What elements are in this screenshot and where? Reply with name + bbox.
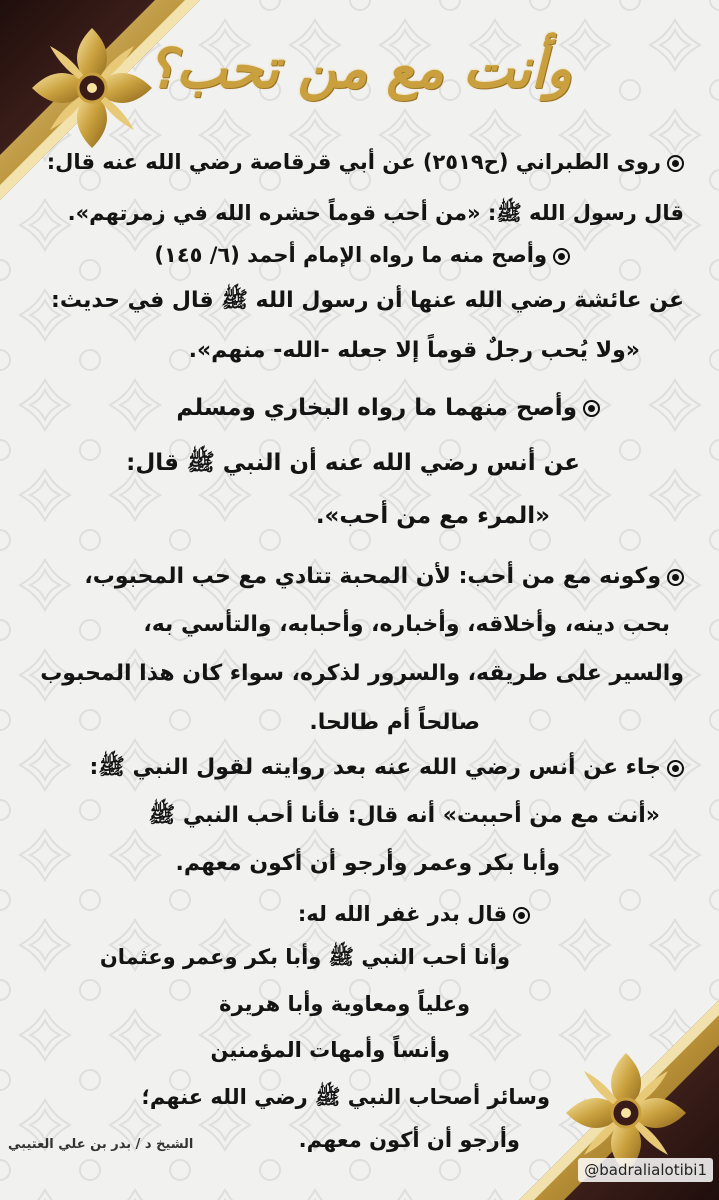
page-title: وأنت مع من تحب؟: [147, 36, 572, 100]
text-line-content: وأصح منه ما رواه الإمام أحمد (٦/ ١٤٥): [154, 243, 547, 267]
text-line: [84, 566, 684, 588]
text-line-content: «أنت مع من أحببت» أنه قال: فأنا أحب النبي ﷺ: [148, 803, 660, 828]
bullet-icon: [583, 400, 600, 417]
text-line-content: صالحاً أم طالحا.: [309, 710, 480, 735]
text-line: [298, 904, 530, 925]
text-line-content: قال بدر غفر الله له:: [297, 902, 507, 926]
author-signature: الشيخ د / بدر بن علي العتيبي: [8, 1137, 194, 1152]
bullet-icon: [667, 760, 684, 777]
text-line-content: وأبا بكر وعمر وأرجو أن أكون معهم.: [175, 851, 560, 876]
text-line-content: وسائر أصحاب النبي ﷺ رضي الله عنهم؛: [141, 1085, 550, 1109]
text-line-content: عن أنس رضي الله عنه أن النبي ﷺ قال:: [126, 450, 580, 476]
text-line: [176, 853, 561, 875]
text-line-content: جاء عن أنس رضي الله عنه بعد روايته لقول النبي ﷺ:: [89, 755, 661, 780]
text-line: [51, 290, 684, 312]
corner-ornament-top-left: [0, 0, 215, 215]
text-line: [68, 203, 684, 224]
text-line-content: «ولا يُحب رجلٌ قوماً إلا جعله -الله- منهم».: [188, 338, 640, 363]
text-line: [309, 712, 480, 734]
text-line: [47, 152, 684, 173]
bullet-icon: [667, 569, 684, 586]
text-line-content: بحب دينه، وأخلاقه، وأخباره، وأحبابه، والتأسي به،: [143, 612, 670, 637]
text-line: [143, 614, 670, 636]
text-line: [154, 245, 570, 266]
text-line: [89, 757, 684, 779]
text-line-content: وأنساً وأمهات المؤمنين: [210, 1038, 450, 1062]
text-line: [211, 1040, 451, 1061]
text-line-content: والسير على طريقه، والسرور لذكره، سواء كان هذا المحبوب: [40, 661, 684, 686]
text-line: [149, 805, 660, 827]
text-line-content: وأنا أحب النبي ﷺ وأبا بكر وعمر وعثمان: [99, 945, 510, 969]
social-handle: @badralialotibi1: [578, 1158, 713, 1182]
text-line-content: وأرجو أن أكون معهم.: [298, 1128, 520, 1152]
text-line-content: وكونه مع من أحب: لأن المحبة تتادي مع حب المحبوب،: [84, 564, 661, 589]
bullet-icon: [667, 155, 684, 172]
text-line-content: عن عائشة رضي الله عنها أن رسول الله ﷺ قال في حديث:: [51, 288, 684, 313]
text-line: [141, 1087, 550, 1108]
text-line-content: وأصح منهما ما رواه البخاري ومسلم: [176, 395, 577, 421]
text-line: [40, 663, 684, 685]
bullet-icon: [553, 248, 570, 265]
bullet-icon: [513, 907, 530, 924]
text-line: [189, 340, 640, 362]
text-line: [219, 994, 470, 1015]
text-line-content: وعلياً ومعاوية وأبا هريرة: [219, 992, 470, 1016]
text-line: [126, 452, 580, 475]
text-line-content: قال رسول الله ﷺ: «من أحب قوماً حشره الله في زمرتهم».: [67, 201, 684, 225]
text-line: [100, 947, 510, 968]
text-line: [316, 505, 550, 528]
text-line: [299, 1130, 520, 1151]
text-line: [176, 397, 600, 420]
text-line-content: روى الطبراني (ح٢٥١٩) عن أبي قرقاصة رضي الله عنه قال:: [46, 150, 661, 174]
text-line-content: «المرء مع من أحب».: [315, 503, 550, 529]
